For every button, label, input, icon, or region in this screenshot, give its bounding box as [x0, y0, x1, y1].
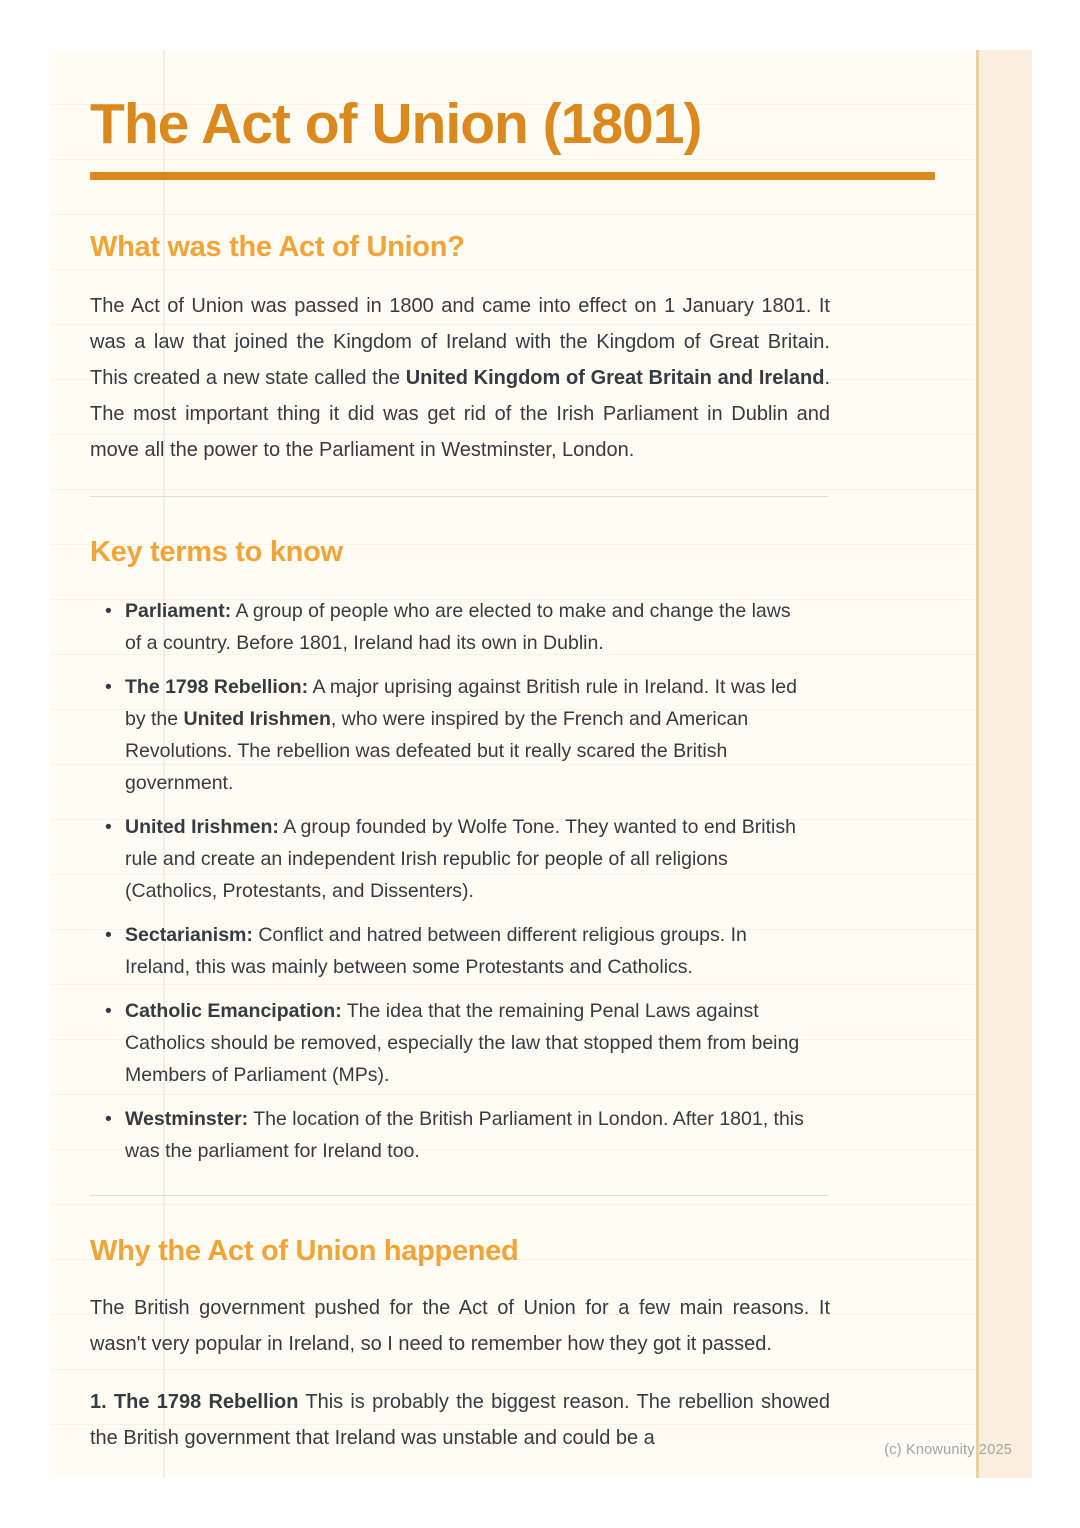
text-segment: The location of the British Parliament in London. After 1801, this was the parliament for Ireland too. [125, 1108, 804, 1162]
bold-text-segment: Parliament: [125, 600, 232, 622]
text-segment: Conflict and hatred between different religious groups. In Ireland, this was mainly between some Protestants and Catholics. [125, 924, 747, 978]
key-term-item [90, 1103, 812, 1167]
bold-text-segment: Westminster: [125, 1108, 249, 1130]
text-segment: The British government pushed for the Act of Union for a few main reasons. It wasn't very popular in Ireland, so I need to remember how they got it passed. [90, 1297, 830, 1355]
section-heading-what-was-the-act: What was the Act of Union? [90, 231, 465, 263]
section-divider [90, 1195, 828, 1196]
bold-text-segment: 1. The 1798 Rebellion [90, 1391, 299, 1413]
section-divider [90, 496, 828, 497]
bold-text-segment: United Irishmen [183, 708, 331, 730]
text-segment: A major uprising against British rule in Ireland. It was led by the [125, 676, 797, 730]
bullet-marker: • [105, 924, 112, 946]
paragraph-why-intro [90, 1290, 830, 1362]
copyright-watermark: (c) Knowunity 2025 [884, 1442, 1012, 1458]
key-terms-list [90, 595, 830, 1167]
title-underline-rule [90, 172, 935, 180]
bold-text-segment: Catholic Emancipation: [125, 1000, 342, 1022]
page-content [90, 50, 830, 1456]
text-segment: The idea that the remaining Penal Laws against Catholics should be removed, especially the law that stopped them from being Members of Parliament (MPs). [125, 1000, 800, 1086]
paragraph-what-was-the-act [90, 288, 830, 468]
bullet-marker: • [105, 1000, 112, 1022]
bold-text-segment: United Irishmen: [125, 816, 279, 838]
key-term-item [90, 811, 812, 907]
text-segment: A group of people who are elected to make and change the laws of a country. Before 1801, Ireland had its own in Dublin. [125, 600, 791, 654]
key-term-item [90, 995, 812, 1091]
text-segment: A group founded by Wolfe Tone. They wanted to end British rule and create an independent Irish republic for people of all religions (Catholics, Protestants, and Dissenters). [125, 816, 796, 902]
key-term-item [90, 671, 812, 799]
text-segment: The Act of Union was passed in 1800 and came into effect on 1 January 1801. It was a law that joined the Kingdom of Ireland with the Kingdom of Great Britain. This created a new state called the [90, 295, 830, 389]
bullet-marker: • [105, 1108, 112, 1130]
page-title: The Act of Union (1801) [90, 92, 702, 156]
paragraph-why-reason-1 [90, 1384, 830, 1456]
text-segment: This is probably the biggest reason. The rebellion showed the British government that Ireland was unstable and could be a [90, 1391, 830, 1449]
bullet-marker: • [105, 676, 112, 698]
document-page [50, 50, 1032, 1478]
section-heading-key-terms: Key terms to know [90, 536, 343, 568]
bullet-marker: • [105, 600, 112, 622]
bold-text-segment: The 1798 Rebellion: [125, 676, 309, 698]
key-term-item [90, 919, 812, 983]
next-page-edge-strip [976, 50, 1032, 1478]
text-segment: . The most important thing it did was get rid of the Irish Parliament in Dublin and move all the power to the Parliament in Westminster, London. [90, 367, 830, 461]
section-heading-why-it-happened: Why the Act of Union happened [90, 1235, 519, 1267]
key-term-item [90, 595, 812, 659]
bold-text-segment: Sectarianism: [125, 924, 253, 946]
bold-text-segment: United Kingdom of Great Britain and Ireland [405, 367, 825, 389]
text-segment: , who were inspired by the French and American Revolutions. The rebellion was defeated but it really scared the British government. [125, 708, 749, 794]
bullet-marker: • [105, 816, 112, 838]
